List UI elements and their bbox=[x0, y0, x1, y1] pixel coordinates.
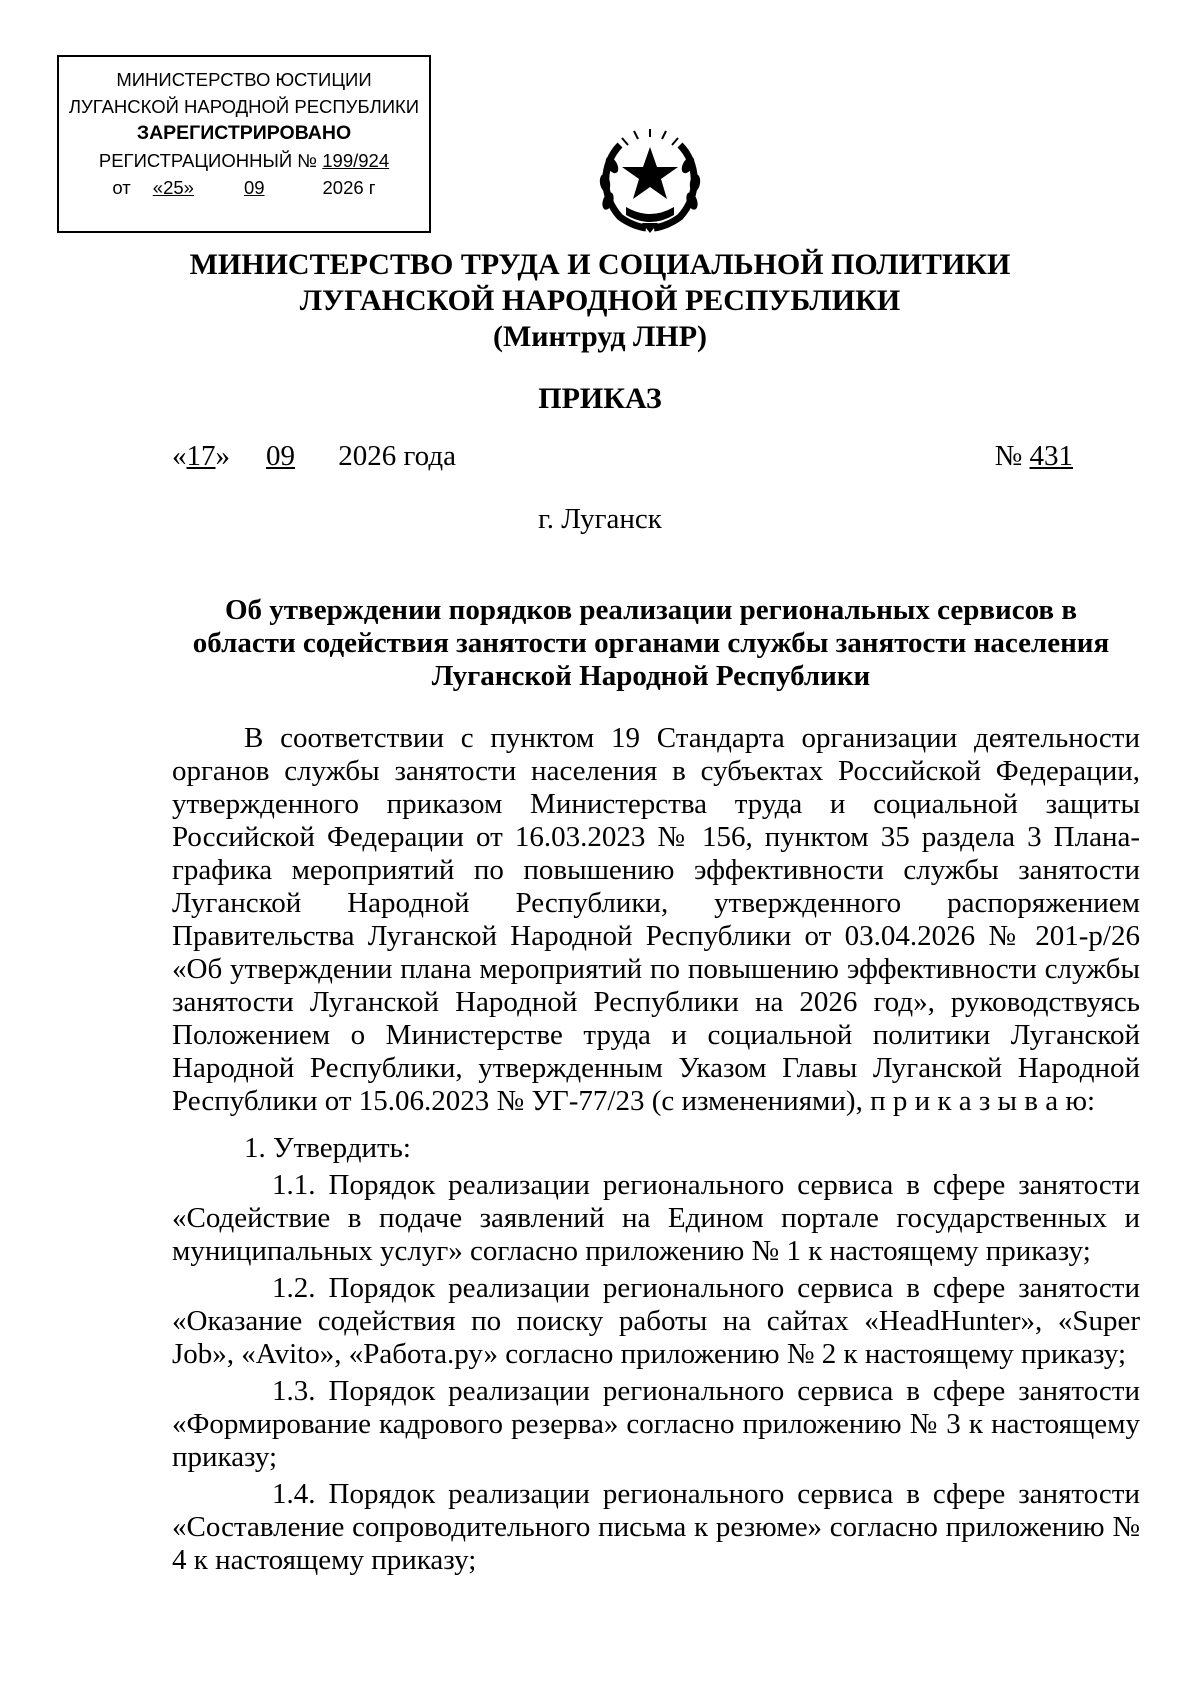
order-number-label: № bbox=[994, 440, 1023, 472]
order-number: 431 bbox=[1029, 440, 1073, 472]
document-type: ПРИКАЗ bbox=[538, 382, 662, 415]
list-item: 1.3. Порядок реализации регионального сервиса в сфере занятости «Формирование кадрового резерва» согласно приложению № 3 к настоящему приказу; bbox=[172, 1375, 1140, 1473]
ministry-name-line2: ЛУГАНСКОЙ НАРОДНОЙ РЕСПУБЛИКИ bbox=[299, 284, 901, 317]
ministry-name-line1: МИНИСТЕРСТВО ТРУДА И СОЦИАЛЬНОЙ ПОЛИТИКИ bbox=[189, 248, 1011, 281]
stamp-date-month: 09 bbox=[243, 177, 265, 198]
order-day: 17 bbox=[186, 440, 216, 472]
preamble-verb: п р и к а з ы в а ю: bbox=[870, 1085, 1096, 1117]
stamp-date-prefix: от bbox=[112, 177, 131, 198]
stamp-ministry-line1: МИНИСТЕРСТВО ЮСТИЦИИ bbox=[116, 69, 372, 90]
list-item: 1.2. Порядок реализации регионального сервиса в сфере занятости «Оказание содействия по поиску работы на сайтах «HeadHunter», «Super Job», «Avito», «Работа.ру» согласно приложению № 2 к настоящему приказу; bbox=[172, 1272, 1140, 1370]
stamp-reg-number-row bbox=[59, 147, 429, 174]
stamp-reg-label: РЕГИСТРАЦИОННЫЙ № bbox=[98, 150, 318, 171]
list-item: 1.4. Порядок реализации регионального сервиса в сфере занятости «Составление сопроводительного письма к резюме» согласно приложению № 4 к настоящему приказу; bbox=[172, 1478, 1140, 1576]
stamp-reg-number: 199/924 bbox=[322, 150, 390, 171]
order-month: 09 bbox=[266, 440, 295, 472]
stamp-registered: ЗАРЕГИСТРИРОВАНО bbox=[136, 122, 352, 144]
document-title: Об утверждении порядков реализации региональных сервисов в области содействия занятости органами службы занятости населения Луганской Народной Республики bbox=[192, 594, 1110, 692]
document-body bbox=[172, 722, 1140, 1577]
list-item: 1.1. Порядок реализации регионального сервиса в сфере занятости «Содействие в подаче заявлений на Едином портале государственных и муниципальных услуг» согласно приложению № 1 к настоящему приказу; bbox=[172, 1169, 1140, 1267]
order-date: «17» 09 2026 года bbox=[172, 440, 456, 472]
order-year: 2026 года bbox=[338, 440, 456, 472]
registration-stamp bbox=[57, 55, 431, 233]
preamble-text: В соответствии с пунктом 19 Стандарта организации деятельности органов службы занятости населения в субъектах Российской Федерации, утвержденного приказом Министерства труда и социальной защиты Российской Федерации от 16.03.2023 № 156, пунктом 35 раздела 3 Плана-графика мероприятий по повышению эффективности службы занятости Луганской Народной Республики, утвержденного распоряжением Правительства Луганской Народной Республики от 03.04.2026 № 201-р/26 «Об утверждении плана мероприятий по повышению эффективности службы занятости Луганской Народной Республики на 2026 год», руководствуясь Положением о Министерстве труда и социальной политики Луганской Народной Республики, утвержденным Указом Главы Луганской Народной Республики от 15.06.2023 № УГ-77/23 (с изменениями), bbox=[172, 722, 1140, 1117]
stamp-date-row bbox=[59, 174, 429, 201]
ministry-short-name: (Минтруд ЛНР) bbox=[492, 320, 708, 353]
order-number-row bbox=[995, 439, 1073, 473]
stamp-ministry-line2: ЛУГАНСКОЙ НАРОДНОЙ РЕСПУБЛИКИ bbox=[68, 96, 420, 117]
order-city: г. Луганск bbox=[538, 503, 662, 535]
stamp-date-day: «25» bbox=[152, 177, 194, 198]
state-emblem-icon bbox=[590, 125, 710, 235]
list-item: 1. Утвердить: bbox=[244, 1132, 411, 1164]
preamble-paragraph bbox=[172, 722, 1140, 1118]
stamp-date-year: 2026 г bbox=[322, 177, 376, 198]
